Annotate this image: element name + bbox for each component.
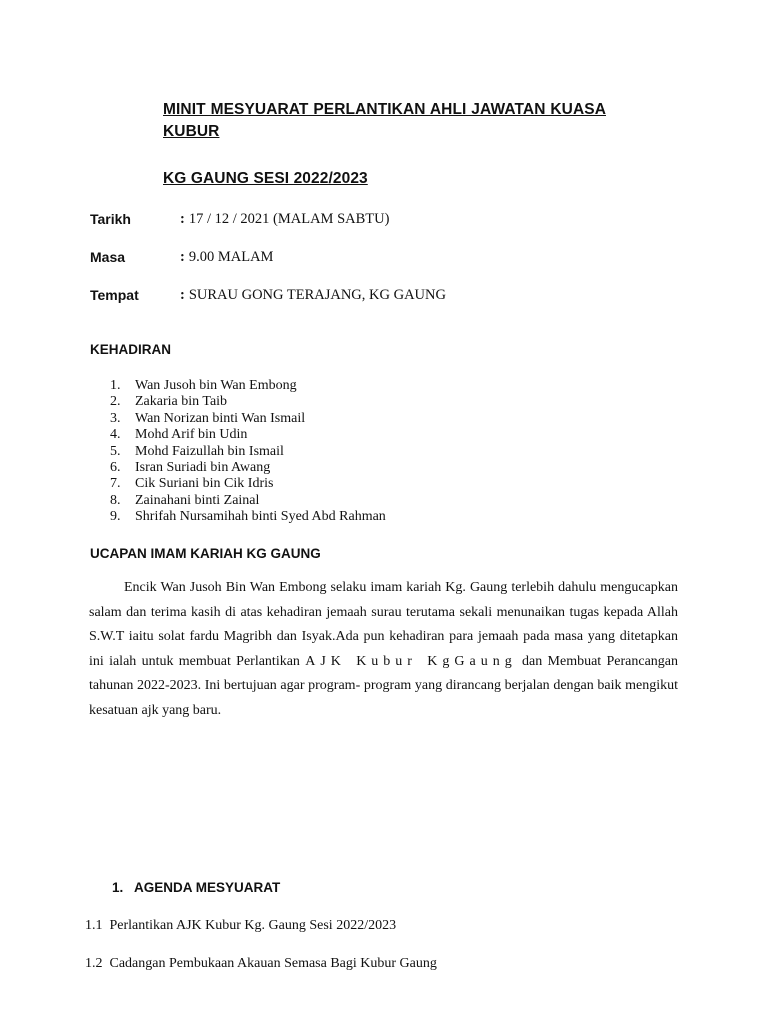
attendee-name: Shrifah Nursamihah binti Syed Abd Rahman (135, 509, 386, 525)
list-item (110, 476, 386, 492)
ucapan-text-spaced: AJK Kubur KgGaung (305, 653, 517, 669)
list-number: 5. (110, 443, 121, 459)
masa-label: Masa (90, 249, 126, 265)
list-item (110, 378, 386, 394)
ucapan-text-part-1: Encik Wan Jusoh Bin Wan Embong selaku imam kariah Kg. Gaung terlebih dahulu mengucapkan salam dan terima kasih di atas kehadiran jemaah surau terutama sekali menunaikan tugas kepada Allah S.W.T iaitu solat fardu Magribh dan Isyak.Ada pun kehadiran para jemaah pada masa yang ditetapkan ini ialah untuk membuat Perlantikan (89, 580, 678, 669)
meta-row-masa (90, 249, 690, 269)
agenda-heading: 1. AGENDA MESYUARAT (112, 880, 281, 895)
ucapan-heading: UCAPAN IMAM KARIAH KG GAUNG (90, 546, 321, 561)
list-item (110, 493, 386, 509)
document-title-line-2: KUBUR (163, 123, 220, 140)
list-number: 9. (110, 509, 121, 525)
list-number: 6. (110, 459, 121, 475)
attendee-name: Zakaria bin Taib (135, 394, 228, 410)
colon: : (180, 249, 185, 265)
agenda-item-1: 1.1 Perlantikan AJK Kubur Kg. Gaung Sesi 2022/2023 (85, 918, 397, 933)
attendee-name: Mohd Arif bin Udin (135, 427, 248, 443)
attendee-name: Zainahani binti Zainal (135, 492, 260, 508)
list-number: 3. (110, 410, 121, 426)
list-number: 7. (110, 476, 121, 492)
attendee-name: Wan Jusoh bin Wan Embong (135, 378, 297, 393)
colon: : (180, 211, 185, 227)
attendee-name: Cik Suriani bin Cik Idris (135, 476, 274, 492)
list-item (110, 444, 386, 460)
masa-value: 9.00 MALAM (188, 249, 274, 265)
kehadiran-heading: KEHADIRAN (90, 342, 171, 357)
document-title-line-1: MINIT MESYUARAT PERLANTIKAN AHLI JAWATAN KUASA (163, 101, 606, 118)
list-number: 2. (110, 394, 121, 410)
list-item (110, 509, 386, 525)
attendee-name: Wan Norizan binti Wan Ismail (135, 410, 306, 426)
tempat-value: SURAU GONG TERAJANG, KG GAUNG (188, 287, 446, 303)
document-subtitle: KG GAUNG SESI 2022/2023 (163, 170, 368, 187)
colon: : (180, 287, 185, 303)
tarikh-value: 17 / 12 / 2021 (MALAM SABTU) (188, 211, 390, 227)
list-number: 4. (110, 427, 121, 443)
meta-row-tarikh (90, 211, 690, 231)
meta-row-tempat (90, 287, 690, 307)
list-item (110, 411, 386, 427)
ucapan-text-part-2: dan Membuat Perancangan tahunan 2022-2023. Ini bertujuan agar program- program yang dirancang berjalan dengan baik mengikut kesatuan ajk yang baru. (89, 653, 679, 718)
list-item (110, 427, 386, 443)
ucapan-paragraph (89, 576, 678, 723)
masa-value-wrapper (180, 249, 273, 266)
attendance-list (110, 378, 386, 526)
attendee-name: Mohd Faizullah bin Ismail (135, 443, 284, 459)
attendee-name: Isran Suriadi bin Awang (135, 459, 271, 475)
tempat-value-wrapper (180, 287, 446, 304)
list-number: 8. (110, 492, 121, 508)
tempat-label: Tempat (90, 287, 139, 303)
list-number: 1. (110, 378, 121, 393)
list-item (110, 394, 386, 410)
list-item (110, 460, 386, 476)
agenda-item-2: 1.2 Cadangan Pembukaan Akauan Semasa Bagi Kubur Gaung (85, 956, 437, 971)
tarikh-value-wrapper (180, 211, 389, 228)
tarikh-label: Tarikh (90, 211, 131, 227)
